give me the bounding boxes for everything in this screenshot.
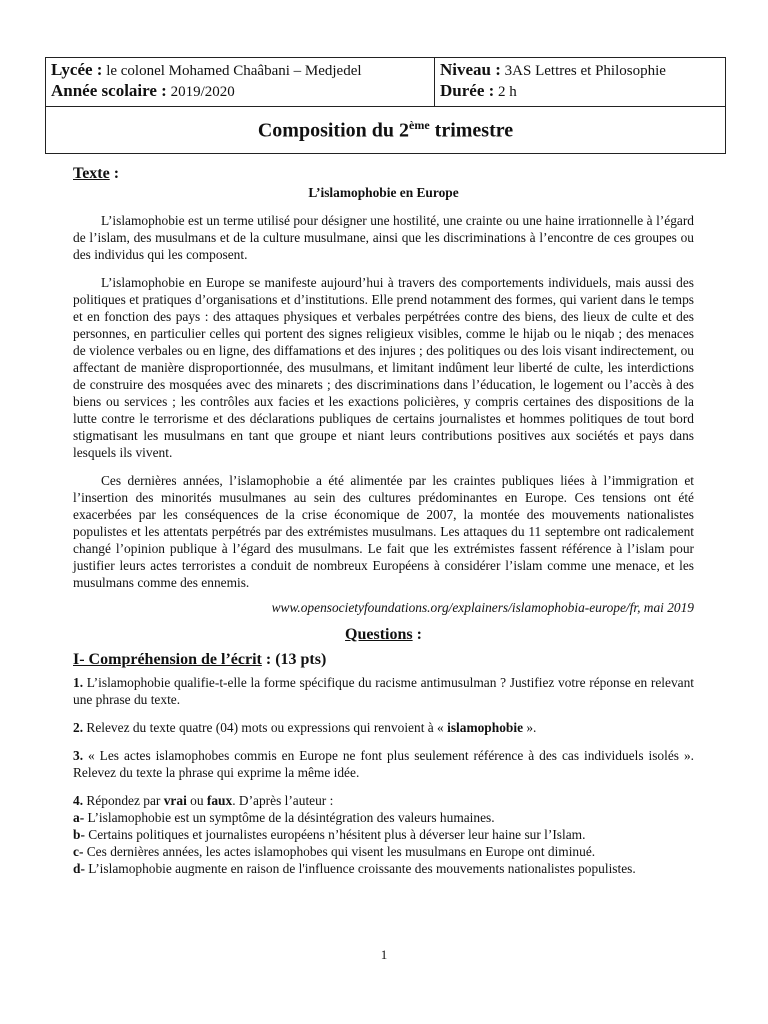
page-number: 1 [380, 947, 388, 962]
questions-heading: Questions : [345, 626, 422, 643]
texte-heading: Texte : [73, 165, 120, 182]
header-table [45, 57, 726, 154]
header-school-cell [46, 58, 435, 107]
question-4-item-c: c- Ces dernières années, les actes islamophobes qui visent les musulmans en Europe ont diminué. [73, 844, 596, 859]
title-superscript: ème [409, 117, 430, 132]
paragraph-1: L’islamophobie est un terme utilisé pour désigner une hostilité, une crainte ou une haine irrationnelle à l’égard de l’islam, des musulmans et de la culture musulmane, ainsi que les discriminations à l’encontre de ces groupes ou des individus qui les composent. [73, 213, 694, 262]
question-4-item-b: b- Certains politiques et journalistes européens n’hésitent plus à déverser leur haine sur l’Islam. [73, 827, 586, 842]
question-2: 2. Relevez du texte quatre (04) mots ou expressions qui renvoient à « islamophobie ». [73, 720, 537, 735]
niveau-label: Niveau : [440, 60, 501, 79]
question-4: 4. Répondez par vrai ou faux. D’après l’auteur : a- L’islamophobie est un symptôme de la désintégration des valeurs humaines. b- Certains politiques et journalistes européens n’hésitent plus à déverser leur haine sur l’Islam. c- Ces dernières années, les actes islamophobes qui visent les musulmans en Europe ont diminué. d- L’islamophobie augmente en raison de l'influence croissante des mouvements nationalistes populistes. [73, 792, 694, 877]
lycee-label: Lycée : [51, 60, 103, 79]
question-1: 1. L’islamophobie qualifie-t-elle la forme spécifique du racisme antimusulman ? Justifiez votre réponse en relevant une phrase du texte. [73, 675, 694, 707]
question-4-item-a: a- L’islamophobie est un symptôme de la désintégration des valeurs humaines. [73, 810, 495, 825]
question-4-item-d: d- L’islamophobie augmente en raison de l'influence croissante des mouvements nationalistes populistes. [73, 861, 636, 876]
duree-value: 2 h [498, 84, 517, 100]
header-level-cell [435, 58, 726, 107]
question-3: 3. « Les actes islamophobes commis en Europe ne font plus seulement référence à des cas individuels isolés ». Relevez du texte la phrase qui exprime la même idée. [73, 748, 694, 780]
lycee-value: le colonel Mohamed Chaâbani – Medjedel [106, 63, 362, 79]
niveau-value: 3AS Lettres et Philosophie [504, 63, 666, 79]
source-citation: www.opensocietyfoundations.org/explainers/islamophobia-europe/fr, mai 2019 [271, 600, 694, 615]
exam-title: Composition du 2ème trimestre [46, 107, 726, 154]
annee-label: Année scolaire : [51, 81, 167, 100]
duree-label: Durée : [440, 81, 495, 100]
section-comprehension-heading: I- Compréhension de l’écrit : (13 pts) [73, 651, 327, 668]
page-content [73, 165, 694, 877]
paragraph-2: L’islamophobie en Europe se manifeste aujourd’hui à travers des comportements individuels, mais aussi des politiques et pratiques d’organisations et d’institutions. Elle prend notamment des formes, qui varient dans le temps et en fonction des pays : des attaques physiques et verbales perpétrées contre des biens, des lieux de culte et des personnes, en particulier celles qui portent des signes religieux visibles, comme le hijab ou le niqab ; des menaces de violence verbales ou en ligne, des diffamations et des injures ; des politiques ou des lois visant indirectement, ou affectant de manière disproportionnée, des musulmans, et limitant indûment leur liberté de culte, les interdictions de construire des mosquées avec des minarets ; des discriminations dans l’éducation, le logement ou l’accès à des biens ou services ; les contrôles aux facies et les exactions policières, y compris certaines des dispositions de la lutte contre le terrorisme et des déclarations publiques de certains journalistes et hommes politiques de tout bord stigmatisant les musulmans en tant que groupe et niant leurs contributions positives aux sociétés et pays dans lesquels ils vivent. [73, 275, 694, 460]
text-title: L’islamophobie en Europe [308, 185, 459, 200]
paragraph-3: Ces dernières années, l’islamophobie a été alimentée par les craintes publiques liées à l’immigration et l’insertion des minorités musulmanes au sein des cultures prédominantes en Europe. Ces tensions ont été exacerbées par les conséquences de la crise économique de 2007, la montée des mouvements nationalistes populistes et les attentats perpétrés par des extrémistes musulmans. Les attaques du 11 septembre ont radicalement changé l’opinion publique à l’égard des musulmans. Le fait que les extrémistes fassent référence à l’islam pour justifier leurs actes terroristes a conduit de nombreux Européens à considérer l’islam comme une menace, et les musulmans comme des ennemis. [73, 473, 694, 590]
annee-value: 2019/2020 [170, 84, 235, 100]
